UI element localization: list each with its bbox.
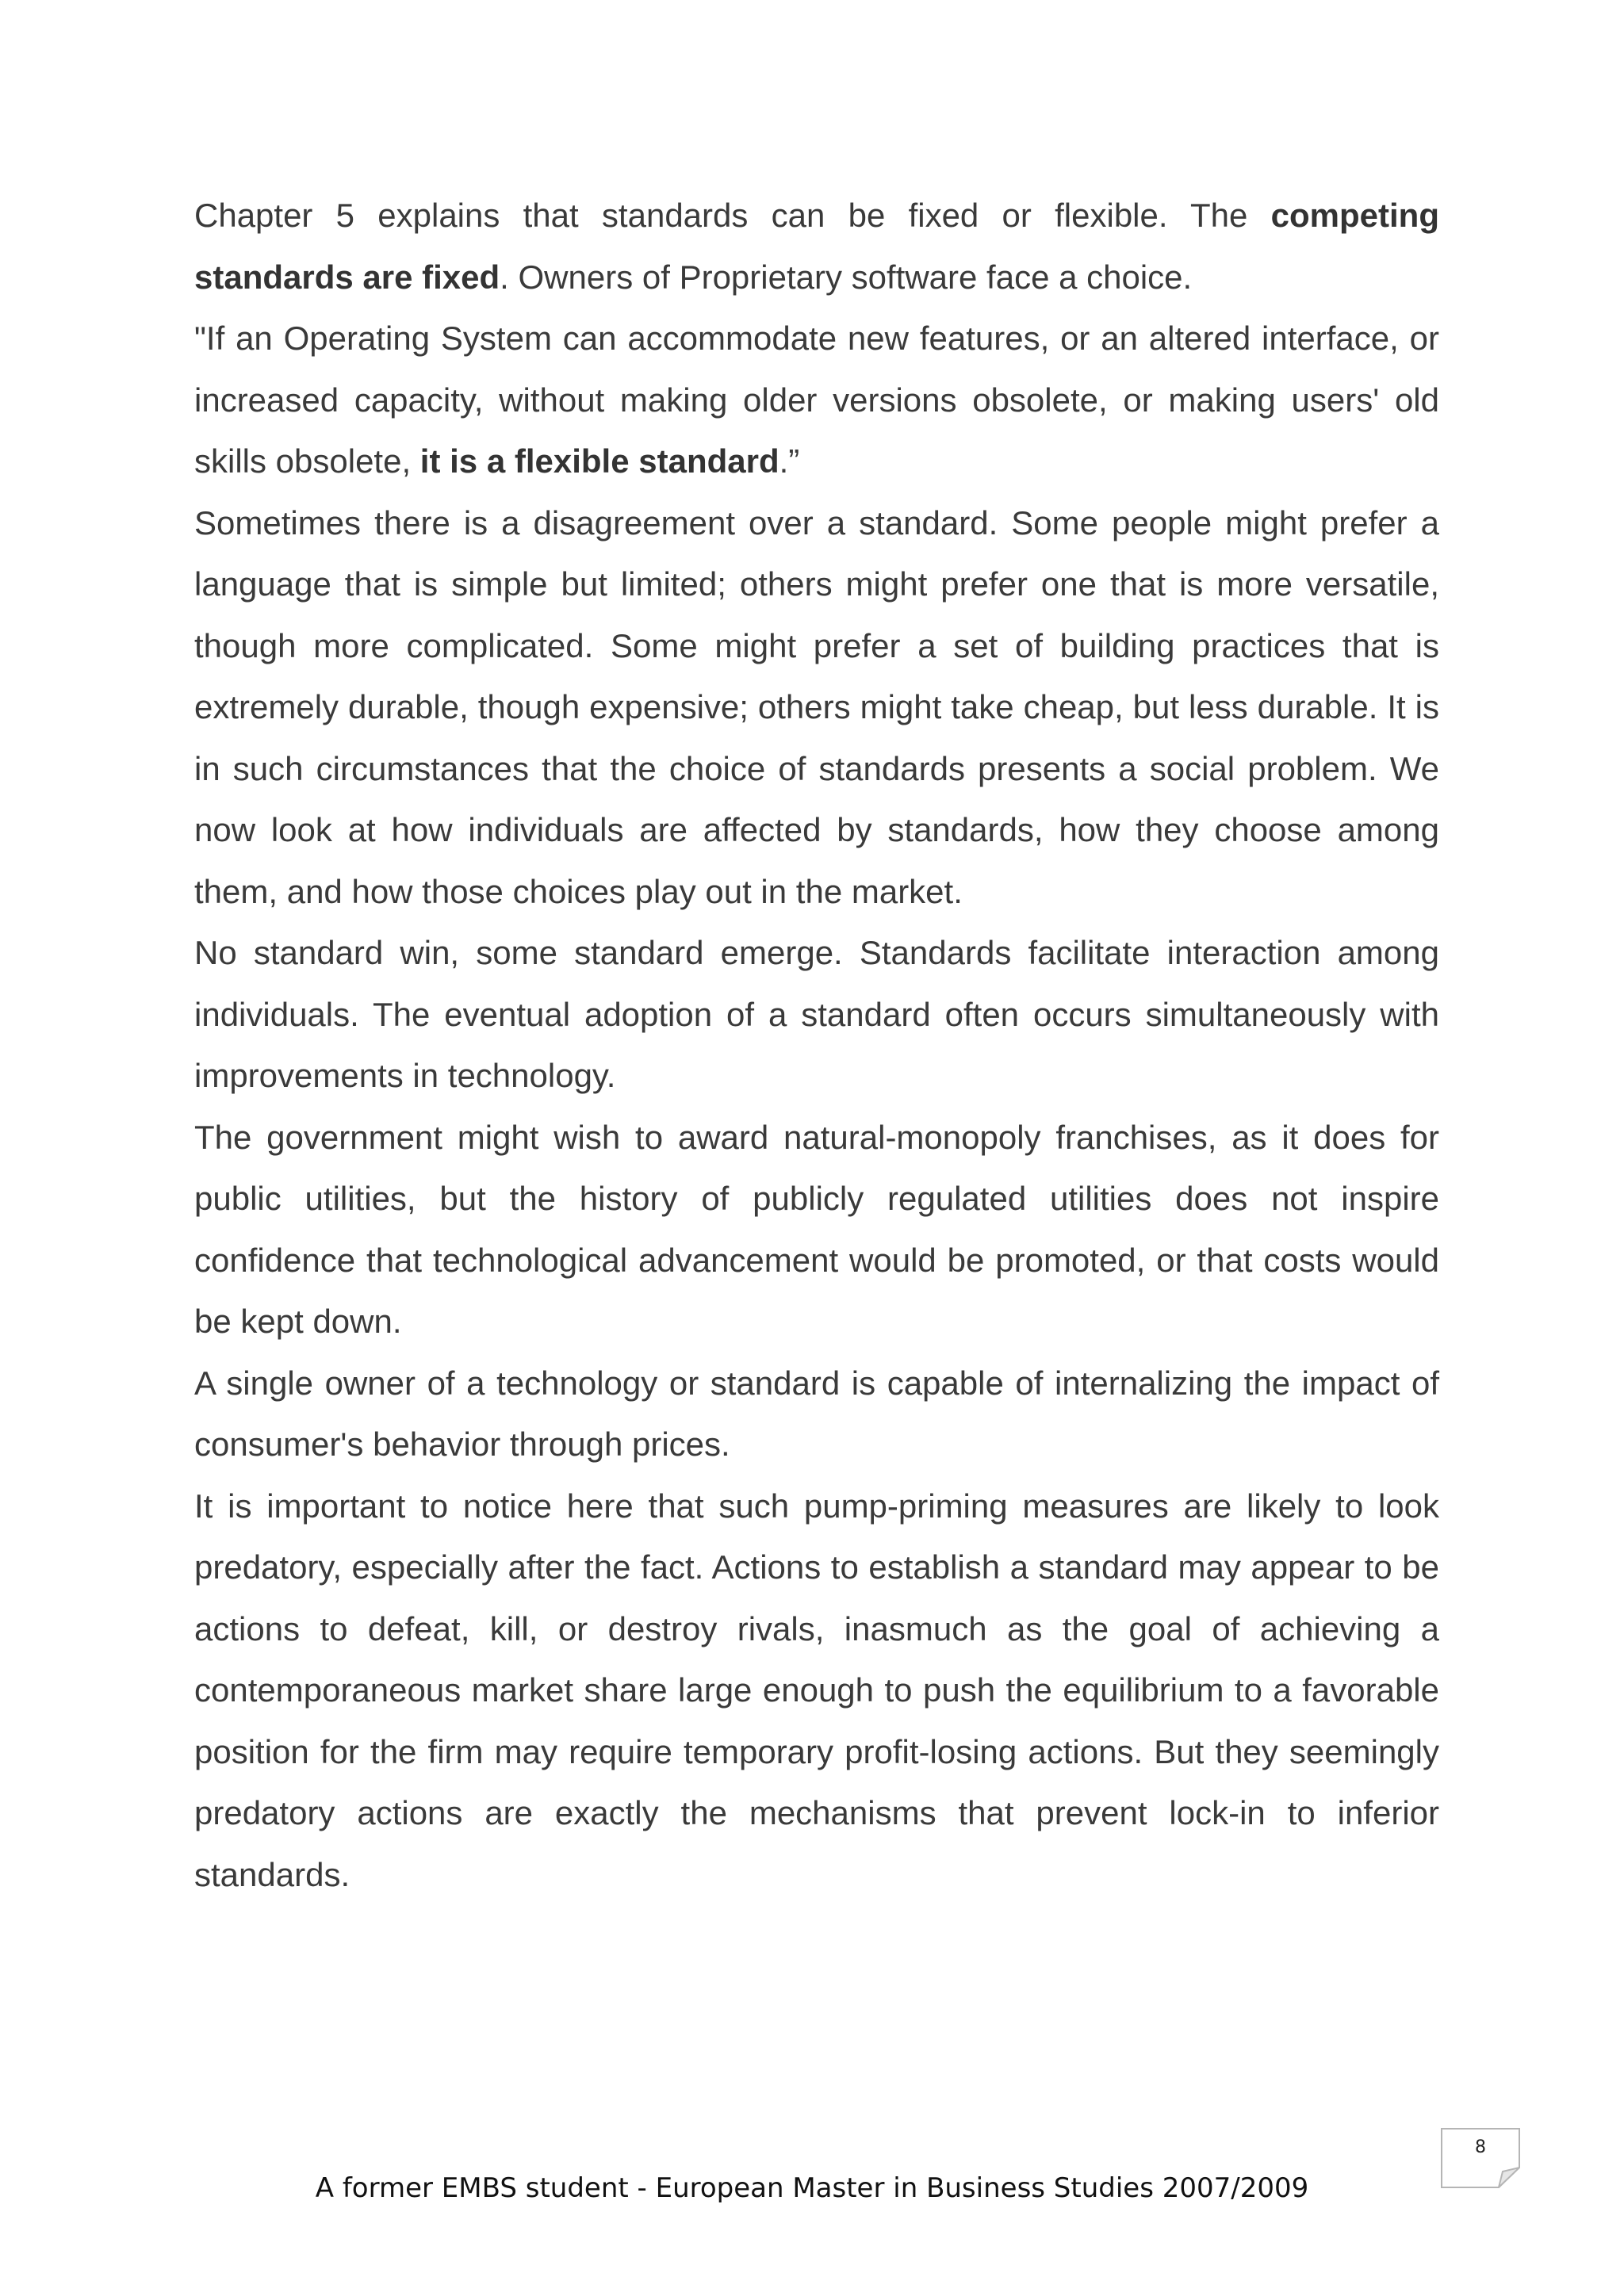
paragraph-5: The government might wish to award natural-monopoly franchises, as it does for public utilities, but the history of publicly regulated utilities does not inspire confidence that technological advancement would be promoted, or that costs would be kept down. (194, 1118, 1439, 1340)
paragraph-6: A single owner of a technology or standard is capable of internalizing the impact of consumer's behavior through prices. (194, 1364, 1439, 1463)
paragraph-4: No standard win, some standard emerge. Standards facilitate interaction among individuals. The eventual adoption of a standard often occurs simultaneously with improvements in technology. (194, 934, 1439, 1094)
paragraph-2-bold: it is a flexible standard (419, 442, 779, 480)
body-text (194, 185, 1439, 1905)
page-number: 8 (1475, 2137, 1486, 2157)
paragraph-2-text-a: "If an Operating System can accommodate new features, or an altered interface, or increased capacity, without making older versions obsolete, or making users' old skills obsolete, (194, 320, 1439, 480)
paragraph-1-text-c: . Owners of Proprietary software face a choice. (500, 258, 1193, 296)
paragraph-7: It is important to notice here that such pump-priming measures are likely to look predatory, especially after the fact. Actions to establish a standard may appear to be actions to defeat, kill, or destroy rivals, inasmuch as the goal of achieving a contemporaneous market share large enough to push the equilibrium to a favorable position for the firm may require temporary profit-losing actions. But they seemingly predatory actions are exactly the mechanisms that prevent lock-in to inferior standards. (194, 1487, 1439, 1893)
paragraph-2-text-c: .” (779, 442, 800, 480)
paragraph-1-text-a: Chapter 5 explains that standards can be fixed or flexible. The (194, 197, 1271, 234)
footer-text: A former EMBS student - European Master in Business Studies 2007/2009 (315, 2172, 1309, 2204)
paragraph-1 (194, 185, 1439, 308)
paragraph-2 (194, 308, 1439, 492)
paragraph-1-bold: competing standards are fixed (194, 197, 1439, 296)
paragraph-3: Sometimes there is a disagreement over a standard. Some people might prefer a language that is simple but limited; others might prefer one that is more versatile, though more complicated. Some might prefer a set of building practices that is extremely durable, though expensive; others might take cheap, but less durable. It is in such circumstances that the choice of standards presents a social problem. We now look at how individuals are affected by standards, how they choose among them, and how those choices play out in the market. (194, 503, 1439, 910)
